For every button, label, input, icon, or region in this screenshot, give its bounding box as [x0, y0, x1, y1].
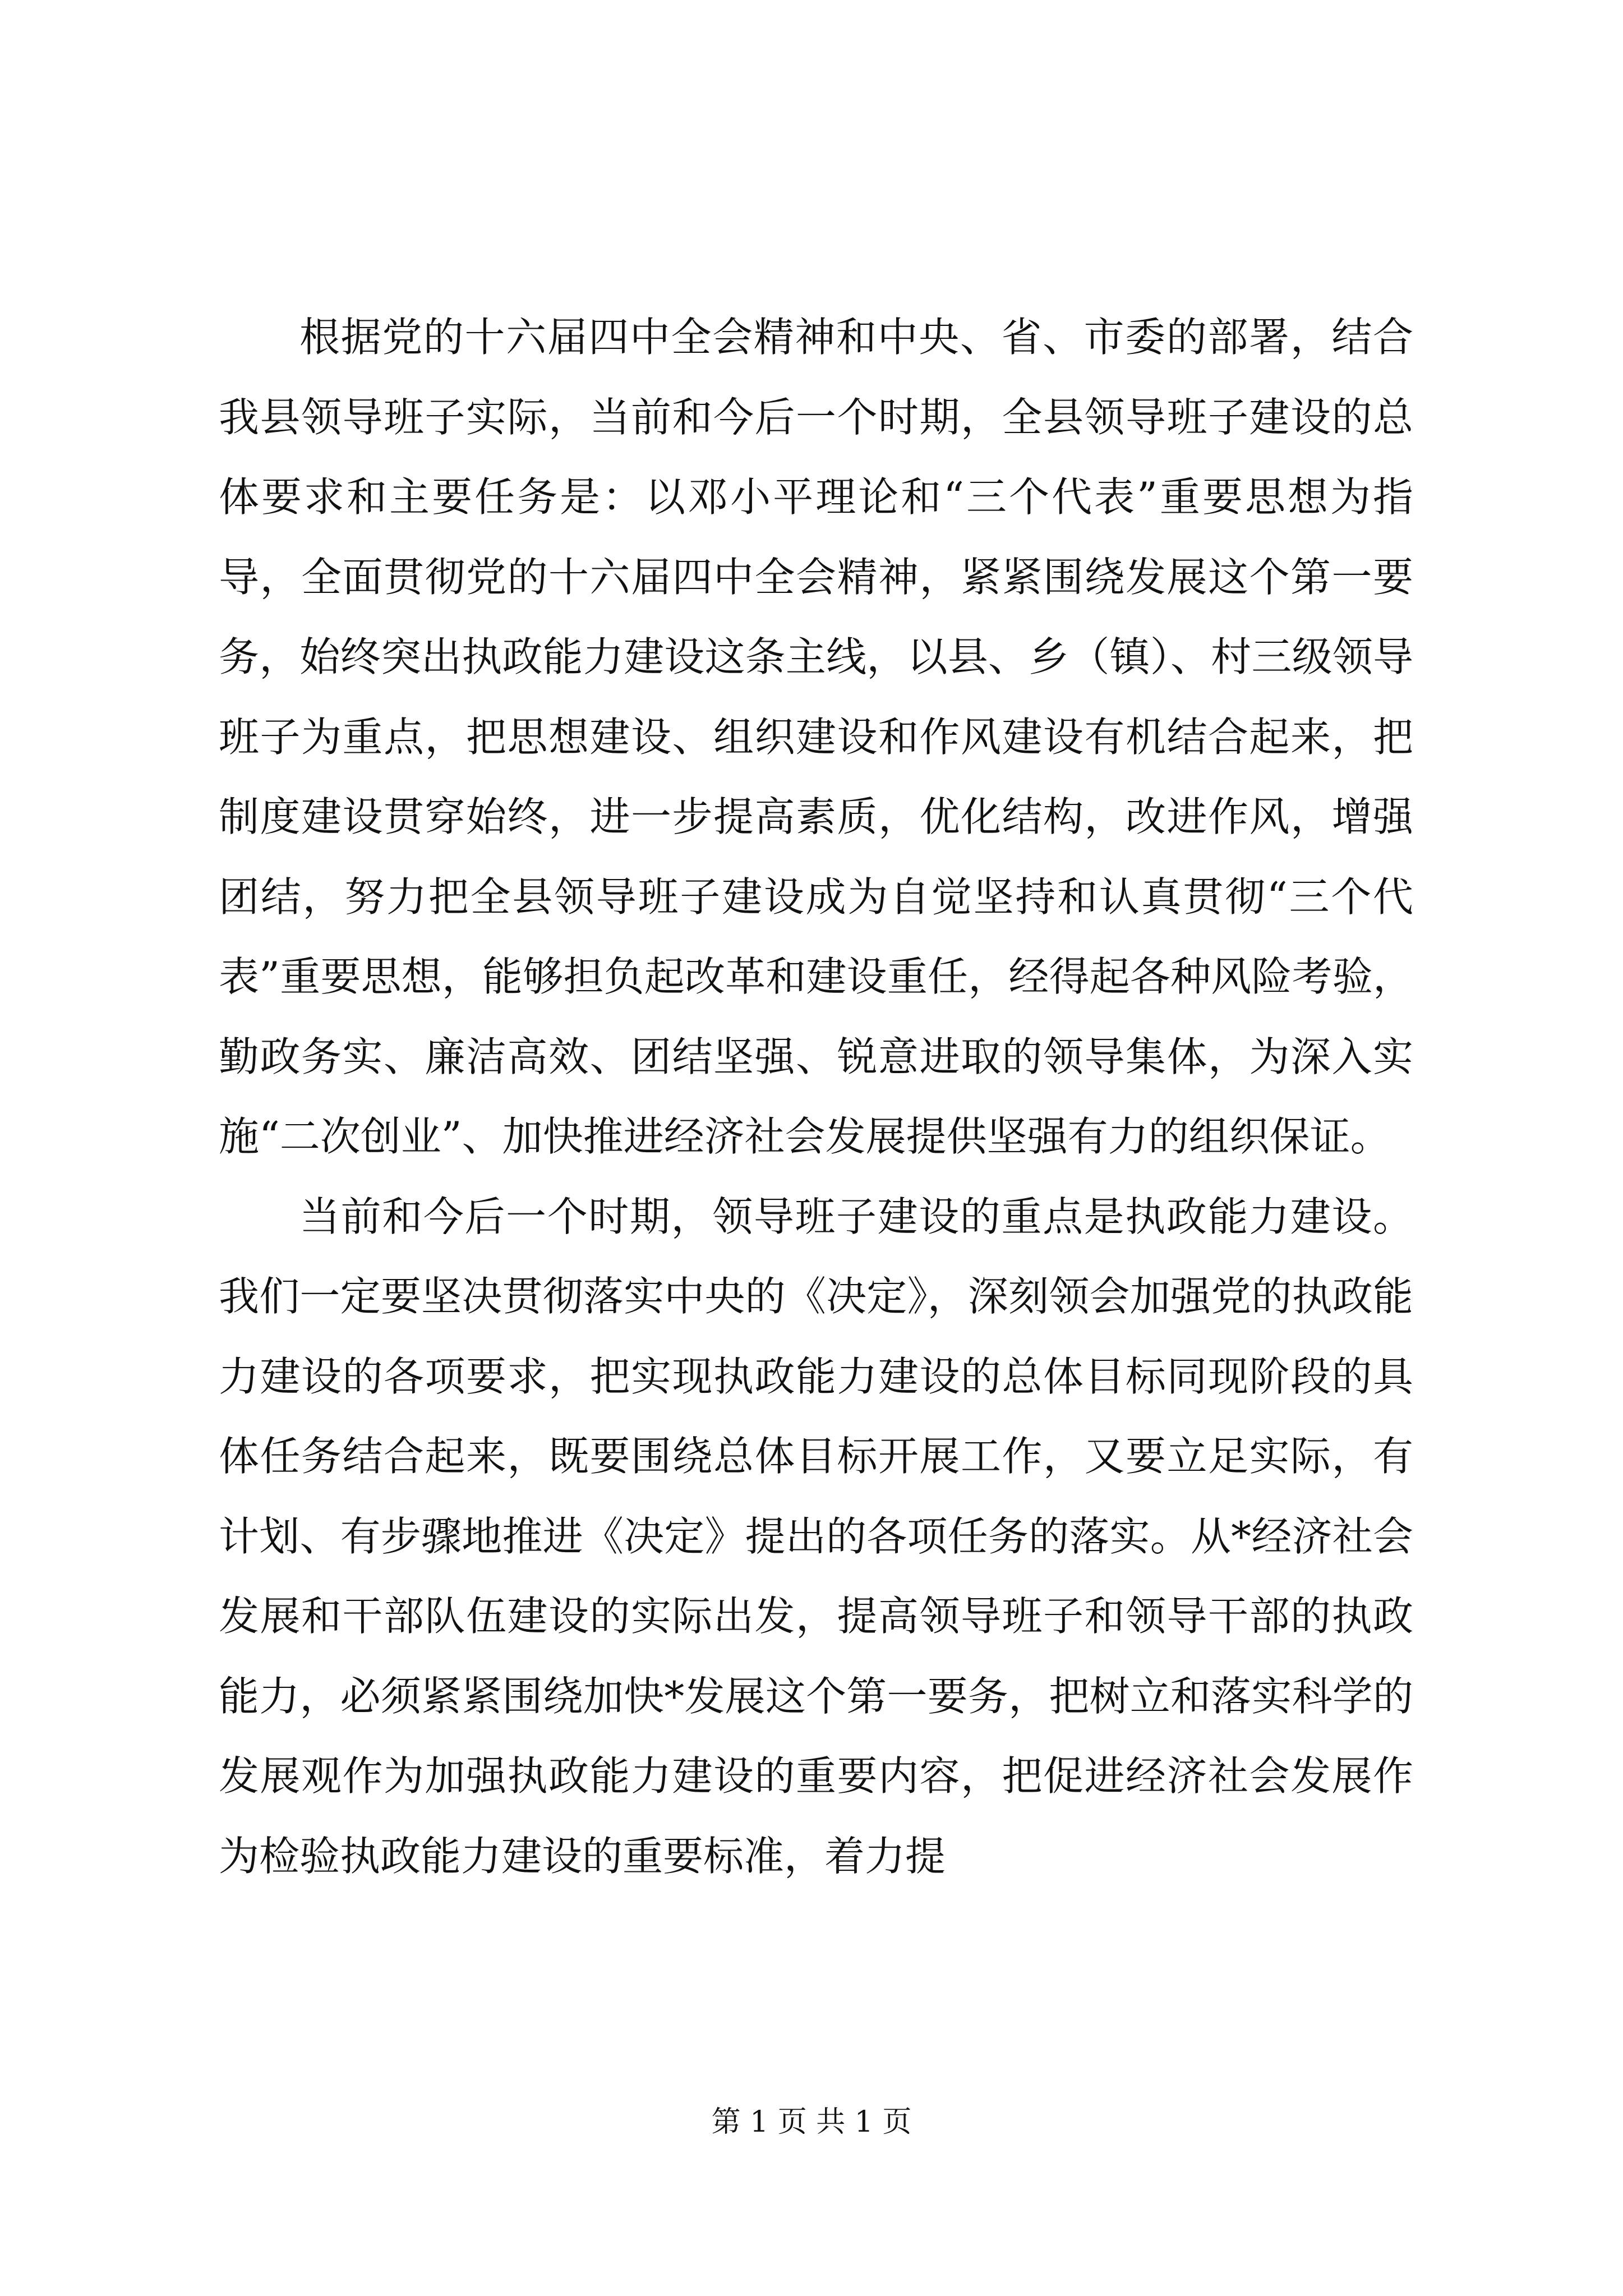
document-body: [219, 297, 1413, 1896]
paragraph-1: 根据党的十六届四中全会精神和中央、省、市委的部署，结合我县领导班子实际，当前和今后一个时期，全县领导班子建设的总体要求和主要任务是：以邓小平理论和“三个代表”重要思想为指导，全面贯彻党的十六届四中全会精神，紧紧围绕发展这个第一要务，始终突出执政能力建设这条主线，以县、乡（镇）、村三级领导班子为重点，把思想建设、组织建设和作风建设有机结合起来，把制度建设贯穿始终，进一步提高素质，优化结构，改进作风，增强团结，努力把全县领导班子建设成为自觉坚持和认真贯彻“三个代表”重要思想，能够担负起改革和建设重任，经得起各种风险考验，勤政务实、廉洁高效、团结坚强、锐意进取的领导集体，为深入实施“二次创业”、加快推进经济社会发展提供坚强有力的组织保证。: [219, 314, 1413, 1160]
paragraph-2: 当前和今后一个时期，领导班子建设的重点是执政能力建设。我们一定要坚决贯彻落实中央的《决定》，深刻领会加强党的执政能力建设的各项要求，把实现执政能力建设的总体目标同现阶段的具体任务结合起来，既要围绕总体目标开展工作，又要立足实际，有计划、有步骤地推进《决定》提出的各项任务的落实。从*经济社会发展和干部队伍建设的实际出发，提高领导班子和领导干部的执政能力，必须紧紧围绕加快*发展这个第一要务，把树立和落实科学的发展观作为加强执政能力建设的重要内容，把促进经济社会发展作为检验执政能力建设的重要标准，着力提: [219, 1193, 1413, 1880]
page-footer: 第 1 页 共 1 页: [711, 2105, 912, 2139]
